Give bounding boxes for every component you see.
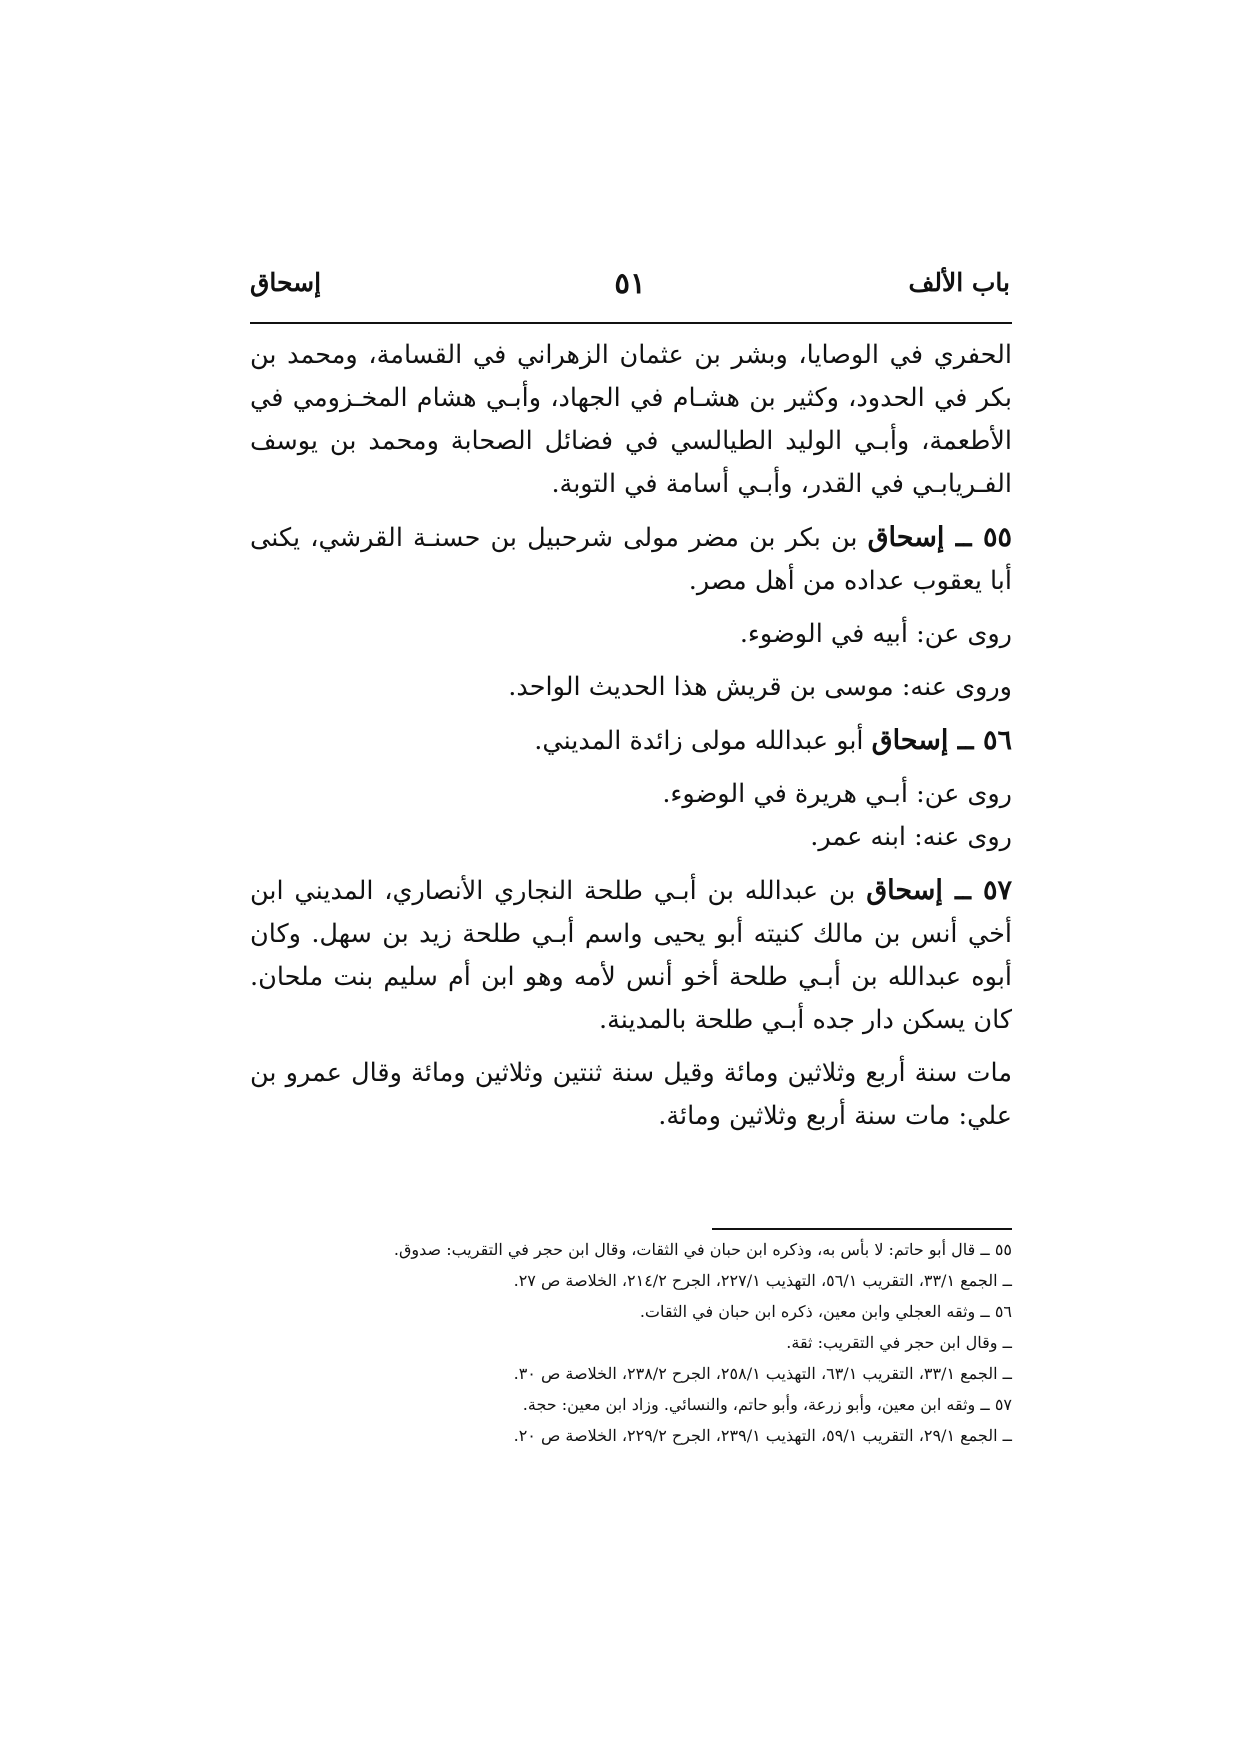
footnote-line: ٥٥ ــ قال أبو حاتم: لا بأس به، وذكره ابن حبان في الثقات، وقال ابن حجر في التقريب: صدوق. — [393, 1240, 1012, 1259]
footnote-line: ــ الجمع ٢٩/١، التقريب ٥٩/١، التهذيب ٢٣٩/١، الجرح ٢٢٩/٢، الخلاصة ص ٢٠. — [513, 1426, 1012, 1445]
entry-55-text: بن بكر بن مضر مولى شرحبيل بن حسنـة القرشي، يكنى أبا يعقوب عداده من أهل مصر. — [250, 523, 1012, 596]
page-number: ٥١ — [614, 266, 646, 300]
footnote-line: ــ الجمع ٣٣/١، التقريب ٥٦/١، التهذيب ٢٢٧/١، الجرح ٢١٤/٢، الخلاصة ص ٢٧. — [513, 1271, 1012, 1290]
intro-paragraph: الحفري في الوصايا، وبشر بن عثمان الزهراني في القسامة، ومحمد بن بكر في الحدود، وكثير بن هشـام في الجهاد، وأبـي هشام المخـزومي في الأطعمة، وأبـي الوليد الطيالسي في فضائل الصحابة ومحمد بن يوسف الفـريابـي في القدر، وأبـي أسامة في التوبة. — [250, 340, 1012, 499]
chapter-title: باب الألف — [908, 268, 1010, 297]
entry-55-heading: ٥٥ ــ إسحاق — [867, 522, 1012, 553]
footnote-line: ٥٦ ــ وثقه العجلي وابن معين، ذكره ابن حبان في الثقات. — [639, 1302, 1012, 1321]
main-text — [250, 334, 1012, 1148]
footnotes — [250, 1234, 1012, 1451]
entry-56-narrated-by: روى عنه: ابنه عمر. — [810, 822, 1012, 852]
entry-57-death: مات سنة أربع وثلاثين ومائة وقيل سنة ثنتين وثلاثين ومائة وقال عمرو بن علي: مات سنة أربع وثلاثين ومائة. — [250, 1058, 1012, 1131]
entry-55-narrated-by: وروى عنه: موسى بن قريش هذا الحديث الواحد. — [508, 672, 1012, 702]
footnote-line: ــ الجمع ٣٣/١، التقريب ٦٣/١، التهذيب ٢٥٨/١، الجرح ٢٣٨/٢، الخلاصة ص ٣٠. — [513, 1364, 1012, 1383]
header-rule — [250, 322, 1012, 324]
running-header — [250, 268, 1010, 308]
footnote-line: ٥٧ ــ وثقه ابن معين، وأبو زرعة، وأبو حاتم، والنسائي. وزاد ابن معين: حجة. — [522, 1395, 1012, 1414]
footnote-rule — [712, 1228, 1012, 1230]
entry-56-text: أبو عبدالله مولى زائدة المديني. — [534, 726, 872, 756]
entry-57 — [250, 869, 1012, 1042]
footnote-line: ــ وقال ابن حجر في التقريب: ثقة. — [786, 1333, 1012, 1352]
entry-57-text: بن عبدالله بن أبـي طلحة النجاري الأنصاري، المديني ابن أخي أنس بن مالك كنيته أبو يحيى واسم أبـي طلحة زيد بن سهل. وكان أبوه عبدالله بن أبـي طلحة أخو أنس لأمه وهو ابن أم سليم بنت ملحان. كان يسكن دار جده أبـي طلحة بالمدينة. — [250, 876, 1012, 1035]
entry-56-narrated-from: روى عن: أبـي هريرة في الوضوء. — [662, 779, 1012, 809]
entry-56-heading: ٥٦ ــ إسحاق — [871, 725, 1012, 756]
entry-57-heading: ٥٧ ــ إسحاق — [866, 875, 1012, 906]
entry-name-header: إسحاق — [250, 268, 322, 297]
entry-55-narrated-from: روى عن: أبيه في الوضوء. — [739, 619, 1012, 649]
entry-55 — [250, 516, 1012, 603]
entry-56 — [250, 719, 1012, 763]
